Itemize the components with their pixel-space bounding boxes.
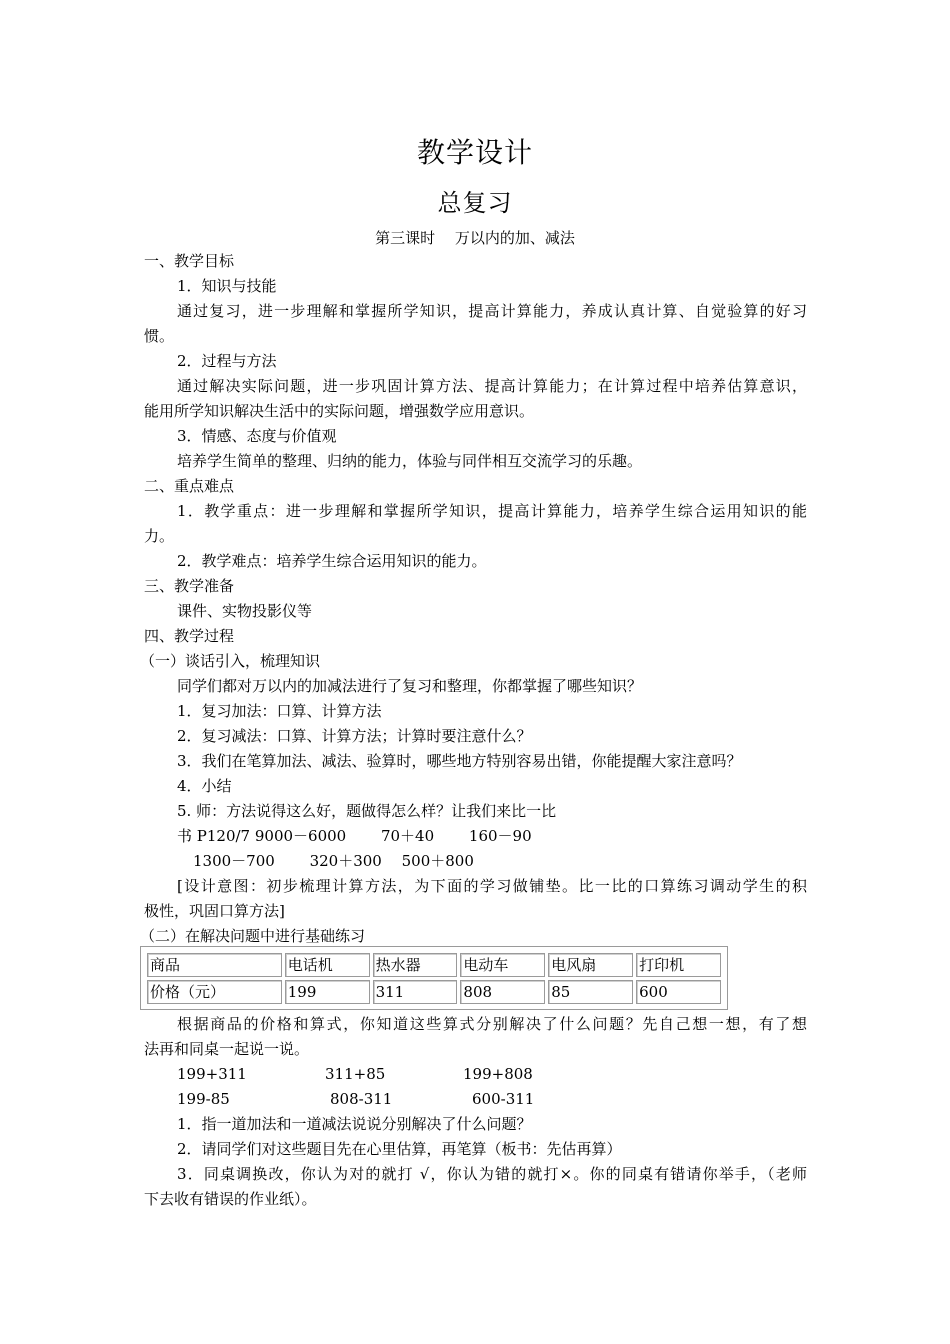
paragraph-line: 极性，巩固口算方法] (144, 902, 285, 920)
table-cell: 85 (548, 980, 633, 1004)
paragraph-line: 同学们都对万以内的加减法进行了复习和整理，你都掌握了哪些知识？ (177, 677, 643, 695)
list-item: 1．复习加法：口算、计算方法 (177, 702, 382, 720)
paragraph-line: 课件、实物投影仪等 (177, 602, 313, 620)
table-cell: 311 (373, 980, 458, 1004)
list-item: 2．复习减法：口算、计算方法；计算时要注意什么？ (177, 727, 532, 745)
table-cell: 电风扇 (548, 953, 633, 977)
lesson-heading: 第三课时 万以内的加、减法 (375, 229, 575, 247)
table-cell: 打印机 (636, 953, 721, 977)
equation: 311+85 (325, 1065, 386, 1083)
list-item: 3．我们在笔算加法、减法、验算时，哪些地方特别容易出错，你能提醒大家注意吗？ (177, 752, 742, 770)
table-row (147, 953, 721, 977)
table-cell: 电动车 (460, 953, 545, 977)
section-heading: 三、教学准备 (144, 577, 235, 595)
section-heading: 四、教学过程 (144, 627, 235, 645)
paragraph-line: 2．教学难点：培养学生综合运用知识的能力。 (177, 552, 487, 570)
section-heading: 一、教学目标 (144, 252, 235, 270)
subsection-title: 3．情感、态度与价值观 (177, 427, 337, 445)
equation: 600-311 (472, 1090, 535, 1108)
list-item: 2．请同学们对这些题目先在心里估算，再笔算（板书：先估再算） (177, 1140, 622, 1158)
page-subtitle: 总复习 (437, 189, 513, 217)
table-cell: 808 (460, 980, 545, 1004)
table-cell: 600 (636, 980, 721, 1004)
table-cell: 热水器 (373, 953, 458, 977)
table-cell: 199 (285, 980, 370, 1004)
paragraph-line: 通过解决实际问题，进一步巩固计算方法、提高计算能力；在计算过程中培养估算意识， (177, 377, 807, 395)
equation: 199-85 (177, 1090, 230, 1108)
paragraph-line: 根据商品的价格和算式，你知道这些算式分别解决了什么问题？先自己想一想，有了想 (177, 1015, 807, 1033)
section-heading: 二、重点难点 (144, 477, 235, 495)
paragraph-line: 能用所学知识解决生活中的实际问题，增强数学应用意识。 (144, 402, 535, 420)
list-item: 5. 师：方法说得这么好，题做得怎么样？让我们来比一比 (177, 802, 557, 820)
paragraph-line: 力。 (144, 527, 175, 545)
paragraph-line: 法再和同桌一起说一说。 (144, 1040, 310, 1058)
paragraph-line: [设计意图：初步梳理计算方法，为下面的学习做铺垫。比一比的口算练习调动学生的积 (177, 877, 807, 895)
equation: 199+311 (177, 1065, 247, 1083)
subsection-title: 2．过程与方法 (177, 352, 277, 370)
price-table (140, 946, 728, 1010)
paragraph-line: 培养学生简单的整理、归纳的能力，体验与同伴相互交流学习的乐趣。 (177, 452, 643, 470)
paragraph-line: 1．教学重点：进一步理解和掌握所学知识，提高计算能力，培养学生综合运用知识的能 (177, 502, 807, 520)
list-item: 1．指一道加法和一道减法说说分别解决了什么问题？ (177, 1115, 532, 1133)
paragraph-line: 下去收有错误的作业纸）。 (144, 1190, 317, 1208)
equation: 808-311 (330, 1090, 393, 1108)
table-row (147, 980, 721, 1004)
subsection-title: 1．知识与技能 (177, 277, 277, 295)
equation: 199+808 (463, 1065, 533, 1083)
calc-line: 书 P120/7 9000－6000 70＋40 160－90 (177, 827, 532, 845)
list-item: 3．同桌调换改，你认为对的就打 √，你认为错的就打×。你的同桌有错请你举手，（老师 (177, 1165, 807, 1183)
part-heading: （二）在解决问题中进行基础练习 (140, 927, 366, 945)
table-cell: 价格（元） (147, 980, 282, 1004)
paragraph-line: 惯。 (144, 327, 175, 345)
paragraph-line: 通过复习，进一步理解和掌握所学知识，提高计算能力，养成认真计算、自觉验算的好习 (177, 302, 807, 320)
page-title: 教学设计 (416, 136, 533, 169)
calc-line: 1300－700 320＋300 500＋800 (193, 852, 474, 870)
table-cell: 电话机 (285, 953, 370, 977)
table-cell: 商品 (147, 953, 282, 977)
list-item: 4．小结 (177, 777, 232, 795)
part-heading: （一）谈话引入，梳理知识 (140, 652, 321, 670)
